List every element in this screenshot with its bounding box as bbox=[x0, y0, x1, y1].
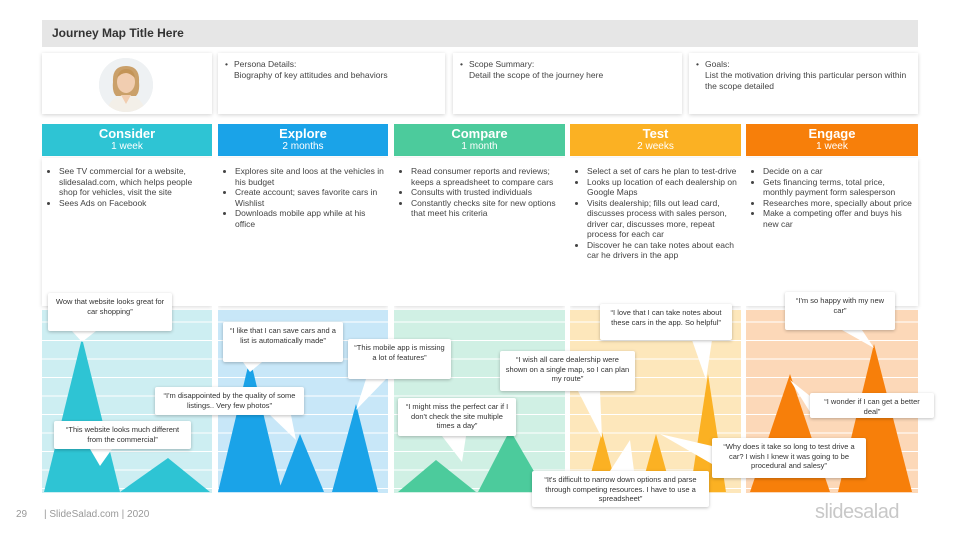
quote-bubble: “I might miss the perfect car if I don't check the site multiple times a day” bbox=[398, 398, 516, 436]
column-gap bbox=[565, 124, 570, 494]
stage-duration: 2 months bbox=[282, 141, 324, 152]
stage-point: • Create account; saves favorite cars in Wishlist bbox=[235, 187, 384, 208]
quote-bubble: “This mobile app is missing a lot of features” bbox=[348, 339, 451, 379]
quote-pointer bbox=[442, 436, 466, 462]
stage-point: • Constantly checks site for new options that meet his criteria bbox=[411, 198, 561, 219]
quote-bubble: “I wish all care dealership were shown on a single map, so I can plan my route” bbox=[500, 351, 635, 391]
stage-point: • Downloads mobile app while at his office bbox=[235, 208, 384, 229]
quote-bubble: “I'm so happy with my new car” bbox=[785, 292, 895, 330]
stage-point: • Gets financing terms, total price, monthly payment form salesperson bbox=[763, 177, 914, 198]
stage-name: Explore bbox=[279, 126, 327, 141]
emotion-peak bbox=[218, 358, 282, 492]
quote-pointer bbox=[356, 379, 386, 410]
stage-point: • Consults with trusted individuals bbox=[411, 187, 561, 198]
quote-pointer bbox=[842, 330, 874, 348]
column-gap bbox=[212, 124, 218, 494]
stage-duration: 1 week bbox=[111, 141, 143, 152]
slidesalad-logo: slidesalad bbox=[815, 501, 899, 523]
stage-point: • Looks up location of each dealership on Google Maps bbox=[587, 177, 737, 198]
quote-bubble: “It's difficult to narrow down options and parse through competing resources. I have to use a spreadsheet” bbox=[532, 471, 709, 507]
stage-name: Engage bbox=[808, 126, 856, 141]
quote-bubble: “I love that I can take notes about these cars in the app. So helpful” bbox=[600, 304, 732, 340]
emotion-peak bbox=[278, 434, 324, 492]
quote-bubble: “I wonder if I can get a better deal” bbox=[810, 393, 934, 418]
quote-pointer bbox=[692, 340, 712, 380]
stage-duration: 1 week bbox=[816, 141, 848, 152]
stage-point: • Explores site and loos at the vehicles in his budget bbox=[235, 166, 384, 187]
footer-brand: | SlideSalad.com | 2020 bbox=[44, 509, 150, 520]
stage-point: • See TV commercial for a website, slidesalad.com, which helps people shop for vehicles, visit the site bbox=[59, 166, 208, 198]
stage-point: • Sees Ads on Facebook bbox=[59, 198, 208, 209]
stage-point: • Decide on a car bbox=[763, 166, 914, 177]
stage-name: Test bbox=[642, 126, 669, 141]
stage-name: Compare bbox=[451, 126, 508, 141]
stage-point: • Read consumer reports and reviews; keeps a spreadsheet to compare cars bbox=[411, 166, 561, 187]
quote-bubble: “Why does it take so long to test drive a car? I wish I knew it was going to be procedural and salesy” bbox=[712, 438, 866, 478]
stage-name: Consider bbox=[98, 126, 156, 141]
emotion-peak bbox=[332, 404, 378, 492]
goals: • Goals: List the motivation driving this particular person within the scope detailed bbox=[705, 59, 912, 92]
stage-duration: 2 weeks bbox=[637, 141, 674, 152]
stage-point: • Select a set of cars he plan to test-drive bbox=[587, 166, 737, 177]
stage-point: • Researches more, specially about price bbox=[763, 198, 914, 209]
persona-details: • Persona Details: Biography of key attitudes and behaviors bbox=[234, 59, 439, 81]
quote-bubble: “I'm disappointed by the quality of some listings.. Very few photos” bbox=[155, 387, 304, 415]
quote-bubble: Wow that website looks great for car shopping” bbox=[48, 293, 172, 331]
quote-bubble: “I like that I can save cars and a list is automatically made” bbox=[223, 322, 343, 362]
stage-point: • Discover he can take notes about each car he drivers in the app bbox=[587, 240, 737, 261]
stage-point: • Make a competing offer and buys his new car bbox=[763, 208, 914, 229]
quote-bubble: “This website looks much different from the commercial” bbox=[54, 421, 191, 449]
stage-point: • Visits dealership; fills out lead card, discusses process with sales person, driver car, discusses more, repeat process for each car bbox=[587, 198, 737, 240]
stage-duration: 1 month bbox=[461, 141, 498, 152]
emotion-peak bbox=[398, 460, 476, 492]
emotion-peak bbox=[120, 458, 210, 492]
page-number: 29 bbox=[16, 509, 28, 520]
column-gap bbox=[388, 124, 394, 494]
scope-summary: • Scope Summary: Detail the scope of the journey here bbox=[469, 59, 676, 81]
page-title: Journey Map Title Here bbox=[52, 26, 184, 40]
quote-pointer bbox=[610, 440, 634, 471]
